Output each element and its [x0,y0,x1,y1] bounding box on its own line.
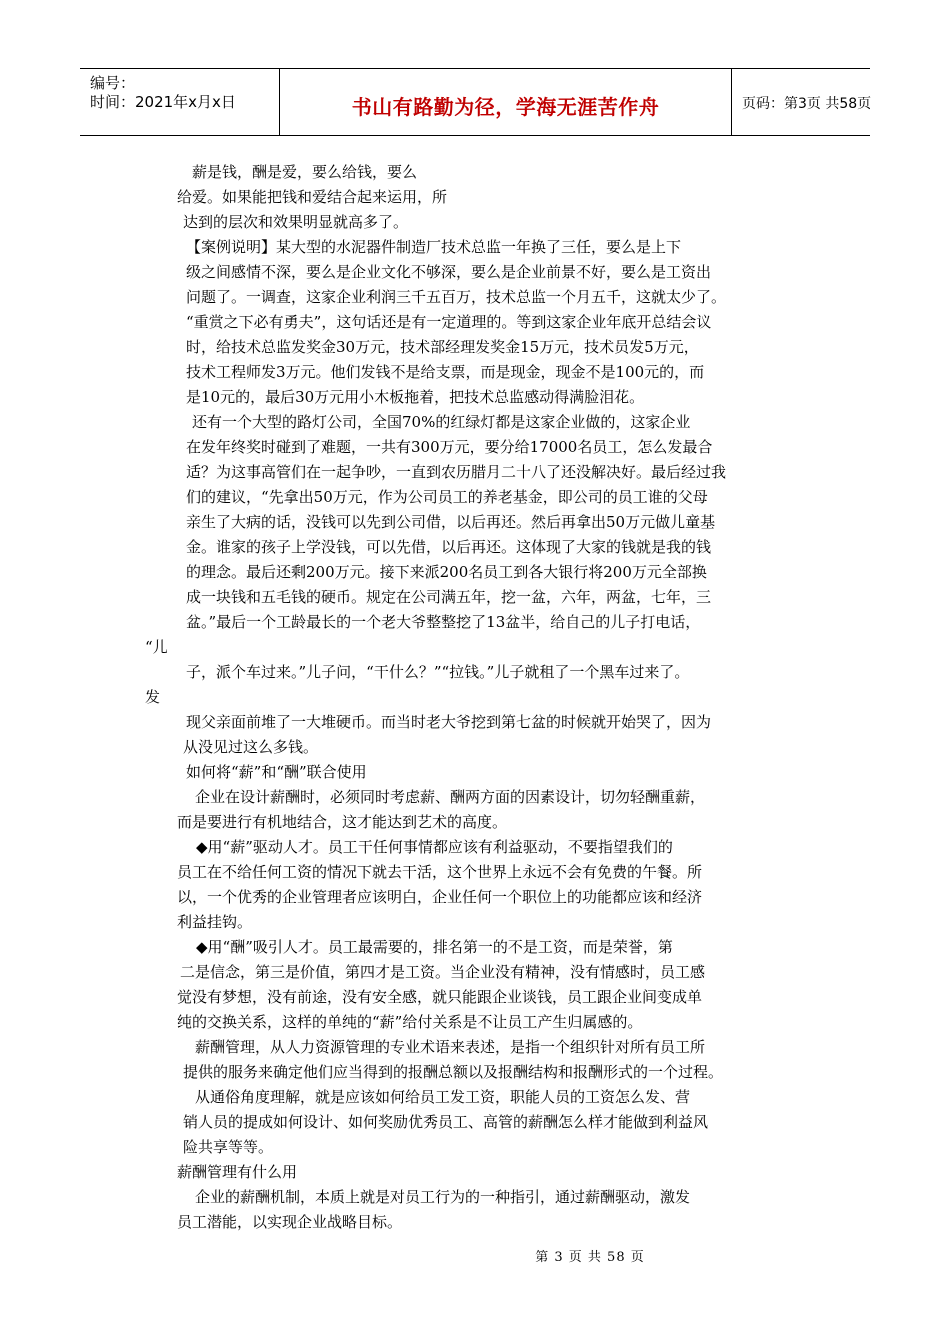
text-line: ◆用“酬”吸引人才。员工最需要的，排名第一的不是工资，而是荣誉，第 [196,938,673,956]
text-line: 问题了。一调查，这家企业利润三千五百万，技术总监一个月五千，这就太少了。 [186,288,727,306]
text-line: 现父亲面前堆了一大堆硬币。而当时老大爷挖到第七盆的时候就开始哭了，因为 [186,713,712,731]
header-meta-cell [80,69,280,135]
text-line: 以，一个优秀的企业管理者应该明白，企业任何一个职位上的功能都应该和经济 [177,888,703,906]
text-line: 薪酬管理，从人力资源管理的专业术语来表述，是指一个组织针对所有员工所 [195,1038,706,1056]
section-heading: 如何将“薪”和“酬”联合使用 [186,763,367,781]
document-number-label: 编号： [90,74,136,92]
footer-page-number: 第 3 页 共 58 页 [535,1250,645,1265]
text-line: 险共享等等。 [183,1138,274,1156]
header-motto: 书山有路勤为径，学海无涯苦作舟 [351,95,660,119]
text-line: 盆。”最后一个工龄最长的一个老大爷整整挖了13盆半，给自己的儿子打电话， [186,613,701,631]
text-line: 而是要进行有机地结合，这才能达到艺术的高度。 [177,813,508,831]
text-line: 企业在设计薪酬时，必须同时考虑薪、酬两方面的因素设计，切勿轻酬重薪， [195,788,706,806]
text-line: 级之间感情不深，要么是企业文化不够深，要么是企业前景不好，要么是工资出 [186,263,712,281]
text-line: 金。谁家的孩子上学没钱，可以先借，以后再还。这体现了大家的钱就是我的钱 [186,538,712,556]
text-line: 亲生了大病的话，没钱可以先到公司借，以后再还。然后再拿出50万元做儿童基 [186,513,716,531]
text-line: 给爱。如果能把钱和爱结合起来运用，所 [177,188,448,206]
text-line: 员工潜能，以实现企业战略目标。 [177,1213,403,1231]
header-motto-cell [280,69,732,135]
text-line: 达到的层次和效果明显就高多了。 [183,213,409,231]
text-line: 时，给技术总监发奖金30万元，技术部经理发奖金15万元，技术员发5万元， [186,338,699,356]
text-line: “儿 [145,638,168,656]
text-line: 适？为这事高管们在一起争吵，一直到农历腊月二十八了还没解决好。最后经过我 [186,463,727,481]
text-line: 是10元的，最后30万元用小木板拖着，把技术总监感动得满脸泪花。 [186,388,645,406]
section-heading: 薪酬管理有什么用 [177,1163,298,1181]
text-line: 销人员的提成如何设计、如何奖励优秀员工、高管的薪酬怎么样才能做到利益风 [183,1113,709,1131]
document-date-label: 时间：2021年x月x日 [90,93,236,111]
text-line: ◆用“薪”驱动人才。员工干任何事情都应该有利益驱动，不要指望我们的 [196,838,673,856]
text-line: 在发年终奖时碰到了难题，一共有300万元，要分给17000名员工，怎么发最合 [186,438,713,456]
text-line: 【案例说明】某大型的水泥器件制造厂技术总监一年换了三任，要么是上下 [186,238,682,256]
text-line: 薪是钱，酬是爱，要么给钱，要么 [192,163,418,181]
text-line: 们的建议，“先拿出50万元，作为公司员工的养老基金，即公司的员工谁的父母 [186,488,708,506]
text-line: 子，派个车过来。”儿子问，“干什么？”“拉钱。”儿子就租了一个黑车过来了。 [186,663,690,681]
text-line: 技术工程师发3万元。他们发钱不是给支票，而是现金，现金不是100元的，而 [186,363,705,381]
text-line: 觉没有梦想，没有前途，没有安全感，就只能跟企业谈钱，员工跟企业间变成单 [177,988,703,1006]
page-header [80,68,870,136]
text-line: 从通俗角度理解，就是应该如何给员工发工资，职能人员的工资怎么发、营 [195,1088,691,1106]
text-line: 利益挂钩。 [177,913,253,931]
text-line: 提供的服务来确定他们应当得到的报酬总额以及报酬结构和报酬形式的一个过程。 [183,1063,724,1081]
text-line: “重赏之下必有勇夫”，这句话还是有一定道理的。等到这家企业年底开总结会议 [186,313,712,331]
text-line: 还有一个大型的路灯公司，全国70%的红绿灯都是这家企业做的，这家企业 [192,413,691,431]
text-line: 成一块钱和五毛钱的硬币。规定在公司满五年，挖一盆，六年，两盆，七年，三 [186,588,712,606]
text-line: 员工在不给任何工资的情况下就去干活，这个世界上永远不会有免费的午餐。所 [177,863,703,881]
page-footer [0,1246,950,1265]
text-line: 从没见过这么多钱。 [183,738,319,756]
text-line: 纯的交换关系，这样的单纯的“薪”给付关系是不让员工产生归属感的。 [177,1013,643,1031]
text-line: 企业的薪酬机制，本质上就是对员工行为的一种指引，通过薪酬驱动，激发 [195,1188,691,1206]
text-line: 发 [145,688,161,706]
header-page-info: 页码：第3页 共58页 [742,96,872,112]
text-line: 二是信念，第三是价值，第四才是工资。当企业没有精神，没有情感时，员工感 [180,963,706,981]
text-line: 的理念。最后还剩200万元。接下来派200名员工到各大银行将200万元全部换 [186,563,707,581]
header-page-cell [732,69,870,135]
